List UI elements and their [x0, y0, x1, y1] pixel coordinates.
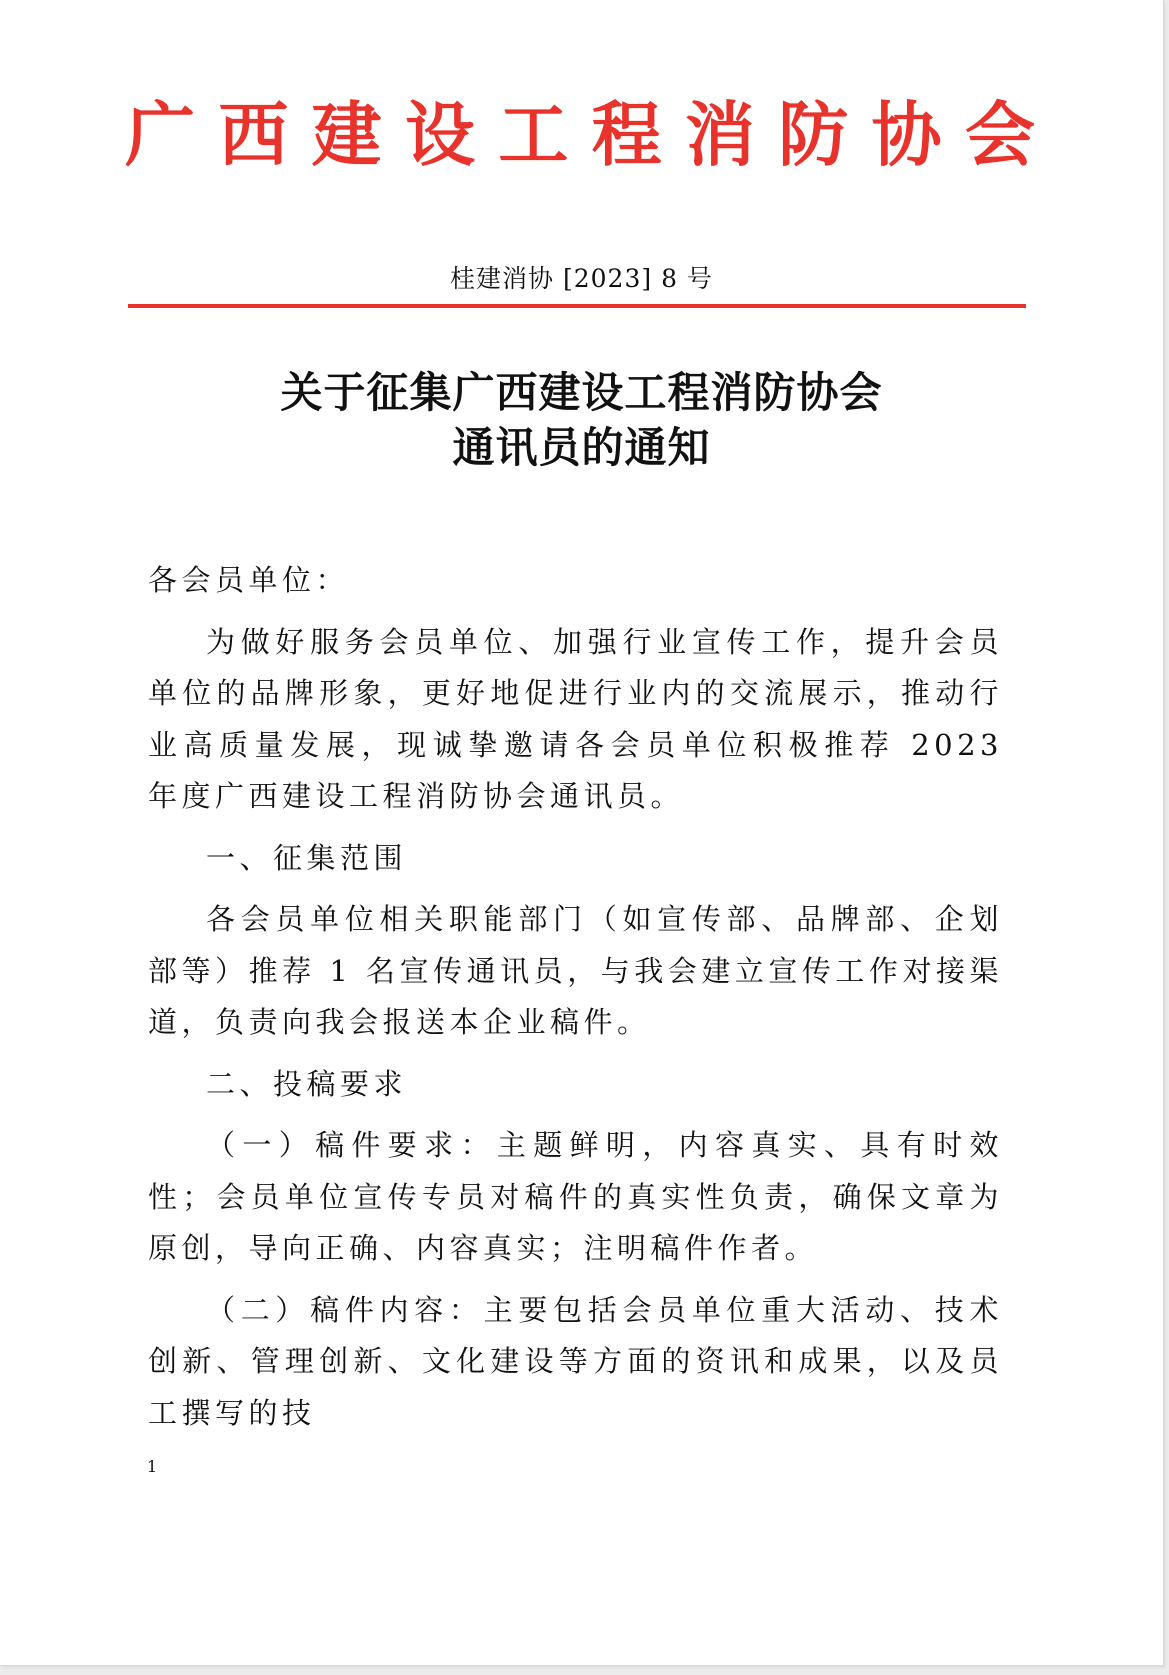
notice-body	[148, 555, 1003, 1449]
header-char: 西	[218, 93, 289, 176]
body-paragraph-scope: 各会员单位相关职能部门（如宣传部、品牌部、企划部等）推荐 1 名宣传通讯员，与我会建立宣传工作对接渠道，负责向我会报送本企业稿件。	[148, 902, 1003, 1039]
header-char: 协	[871, 93, 942, 176]
body-paragraph-intro: 为做好服务会员单位、加强行业宣传工作，提升会员单位的品牌形象，更好地促进行业内的交流展示，推动行业高质量发展，现诚挚邀请各会员单位积极推荐 2023 年度广西建设工程消防协会通讯员。	[148, 624, 1003, 813]
page-number: 1	[147, 1457, 158, 1476]
header-char: 工	[498, 93, 569, 176]
notice-title-line-1: 关于征集广西建设工程消防协会	[280, 368, 883, 417]
section-heading-scope: 一、征集范围	[206, 840, 408, 875]
header-char: 消	[684, 93, 755, 176]
body-paragraph-requirement-1: （一）稿件要求：主题鲜明，内容真实、具有时效性；会员单位宣传专员对稿件的真实性负责，确保文章为原创，导向正确、内容真实；注明稿件作者。	[148, 1128, 1003, 1265]
header-char: 防	[778, 93, 849, 176]
document-number: 桂建消协 [2023] 8 号	[450, 264, 713, 293]
header-char: 设	[404, 93, 475, 176]
notice-title	[0, 365, 1163, 475]
red-separator-line	[128, 304, 1026, 308]
header-char: 程	[591, 93, 662, 176]
header-char: 建	[311, 93, 382, 176]
header-char: 会	[964, 93, 1035, 176]
header-char: 广	[125, 93, 195, 176]
notice-title-line-2: 通讯员的通知	[452, 423, 711, 472]
salutation: 各会员单位：	[148, 563, 350, 597]
body-paragraph-requirement-2: （二）稿件内容：主要包括会员单位重大活动、技术创新、管理创新、文化建设等方面的资讯和成果，以及员工撰写的技	[148, 1292, 1003, 1430]
section-heading-requirements: 二、投稿要求	[206, 1066, 408, 1101]
organization-header-title	[120, 95, 1040, 175]
